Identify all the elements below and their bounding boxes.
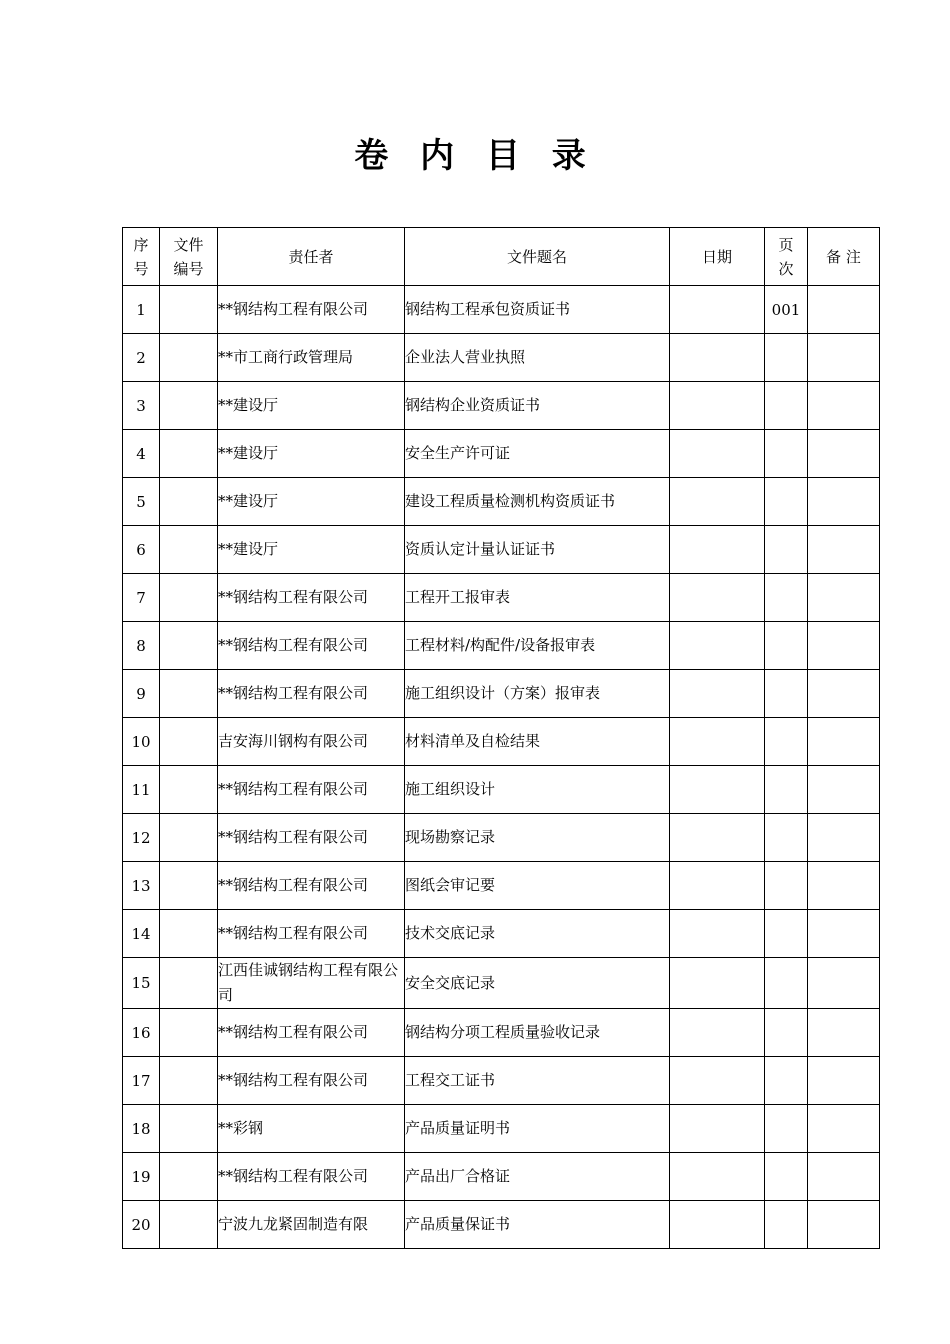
cell-seq: 19 <box>123 1153 160 1201</box>
cell-remarks <box>808 670 880 718</box>
cell-file-no <box>160 1105 218 1153</box>
page-title: 卷 内 目 录 <box>354 136 596 176</box>
cell-responsible: **市工商行政管理局 <box>218 334 405 382</box>
header-file-title: 文件题名 <box>405 228 670 286</box>
cell-responsible: **建设厅 <box>218 478 405 526</box>
cell-file-no <box>160 286 218 334</box>
cell-remarks <box>808 286 880 334</box>
cell-page <box>765 574 808 622</box>
cell-file-no <box>160 574 218 622</box>
table-header-row <box>123 228 880 286</box>
table-row <box>123 910 880 958</box>
header-date: 日期 <box>670 228 765 286</box>
cell-file-title: 产品质量保证书 <box>405 1201 670 1249</box>
header-responsible: 责任者 <box>218 228 405 286</box>
cell-seq: 11 <box>123 766 160 814</box>
cell-responsible: **建设厅 <box>218 526 405 574</box>
cell-file-title: 建设工程质量检测机构资质证书 <box>405 478 670 526</box>
cell-remarks <box>808 526 880 574</box>
cell-date <box>670 958 765 1009</box>
cell-seq: 2 <box>123 334 160 382</box>
cell-file-title: 钢结构分项工程质量验收记录 <box>405 1009 670 1057</box>
cell-file-no <box>160 718 218 766</box>
cell-file-title: 钢结构企业资质证书 <box>405 382 670 430</box>
cell-responsible: **建设厅 <box>218 382 405 430</box>
cell-file-no <box>160 958 218 1009</box>
table-row <box>123 814 880 862</box>
table-row <box>123 1153 880 1201</box>
cell-responsible: **钢结构工程有限公司 <box>218 1153 405 1201</box>
cell-remarks <box>808 1009 880 1057</box>
cell-remarks <box>808 1153 880 1201</box>
cell-responsible: **钢结构工程有限公司 <box>218 622 405 670</box>
cell-file-title: 工程开工报审表 <box>405 574 670 622</box>
cell-file-title: 安全交底记录 <box>405 958 670 1009</box>
cell-responsible: **钢结构工程有限公司 <box>218 814 405 862</box>
cell-page <box>765 862 808 910</box>
cell-date <box>670 622 765 670</box>
cell-seq: 15 <box>123 958 160 1009</box>
table-row <box>123 574 880 622</box>
cell-file-title: 施工组织设计 <box>405 766 670 814</box>
cell-page <box>765 910 808 958</box>
cell-file-title: 施工组织设计（方案）报审表 <box>405 670 670 718</box>
cell-file-no <box>160 1057 218 1105</box>
table-row <box>123 1009 880 1057</box>
cell-file-no <box>160 1201 218 1249</box>
cell-seq: 5 <box>123 478 160 526</box>
cell-seq: 7 <box>123 574 160 622</box>
cell-file-title: 企业法人营业执照 <box>405 334 670 382</box>
table-row <box>123 862 880 910</box>
cell-file-no <box>160 478 218 526</box>
cell-remarks <box>808 958 880 1009</box>
cell-date <box>670 1201 765 1249</box>
cell-file-title: 工程材料/构配件/设备报审表 <box>405 622 670 670</box>
table-row <box>123 334 880 382</box>
cell-page <box>765 718 808 766</box>
cell-seq: 1 <box>123 286 160 334</box>
cell-seq: 13 <box>123 862 160 910</box>
cell-seq: 12 <box>123 814 160 862</box>
table-row <box>123 1201 880 1249</box>
cell-page <box>765 1153 808 1201</box>
cell-seq: 10 <box>123 718 160 766</box>
table-row <box>123 526 880 574</box>
cell-page <box>765 430 808 478</box>
cell-responsible: **钢结构工程有限公司 <box>218 1009 405 1057</box>
cell-seq: 9 <box>123 670 160 718</box>
cell-date <box>670 1057 765 1105</box>
cell-file-title: 图纸会审记要 <box>405 862 670 910</box>
cell-seq: 17 <box>123 1057 160 1105</box>
table-row <box>123 1057 880 1105</box>
cell-file-no <box>160 862 218 910</box>
cell-remarks <box>808 1057 880 1105</box>
cell-file-no <box>160 1009 218 1057</box>
cell-page <box>765 766 808 814</box>
cell-remarks <box>808 718 880 766</box>
cell-seq: 4 <box>123 430 160 478</box>
cell-file-title: 产品出厂合格证 <box>405 1153 670 1201</box>
cell-file-no <box>160 526 218 574</box>
cell-seq: 3 <box>123 382 160 430</box>
cell-file-no <box>160 910 218 958</box>
cell-date <box>670 478 765 526</box>
table-row <box>123 478 880 526</box>
cell-seq: 14 <box>123 910 160 958</box>
cell-file-no <box>160 622 218 670</box>
cell-page <box>765 958 808 1009</box>
cell-page <box>765 334 808 382</box>
cell-date <box>670 910 765 958</box>
cell-remarks <box>808 1105 880 1153</box>
cell-file-title: 资质认定计量认证证书 <box>405 526 670 574</box>
cell-page <box>765 1009 808 1057</box>
table-row <box>123 766 880 814</box>
cell-responsible: **钢结构工程有限公司 <box>218 670 405 718</box>
cell-page <box>765 1201 808 1249</box>
cell-file-no <box>160 382 218 430</box>
cell-file-title: 技术交底记录 <box>405 910 670 958</box>
cell-date <box>670 574 765 622</box>
cell-responsible: **钢结构工程有限公司 <box>218 1057 405 1105</box>
cell-page <box>765 622 808 670</box>
cell-seq: 6 <box>123 526 160 574</box>
cell-seq: 16 <box>123 1009 160 1057</box>
header-remarks: 备 注 <box>808 228 880 286</box>
cell-date <box>670 382 765 430</box>
cell-page <box>765 1057 808 1105</box>
cell-remarks <box>808 814 880 862</box>
cell-date <box>670 862 765 910</box>
cell-responsible: **钢结构工程有限公司 <box>218 574 405 622</box>
cell-file-title: 材料清单及自检结果 <box>405 718 670 766</box>
cell-date <box>670 526 765 574</box>
cell-responsible: 吉安海川钢构有限公司 <box>218 718 405 766</box>
cell-file-no <box>160 430 218 478</box>
cell-page <box>765 382 808 430</box>
table-row <box>123 958 880 1009</box>
cell-date <box>670 430 765 478</box>
cell-file-no <box>160 766 218 814</box>
cell-page <box>765 526 808 574</box>
cell-responsible: **钢结构工程有限公司 <box>218 766 405 814</box>
cell-responsible: **钢结构工程有限公司 <box>218 862 405 910</box>
catalog-table <box>122 227 880 1249</box>
table-body <box>123 286 880 1249</box>
cell-file-no <box>160 814 218 862</box>
cell-date <box>670 718 765 766</box>
cell-date <box>670 670 765 718</box>
cell-date <box>670 814 765 862</box>
table-row <box>123 1105 880 1153</box>
cell-remarks <box>808 478 880 526</box>
cell-file-no <box>160 334 218 382</box>
cell-file-no <box>160 670 218 718</box>
cell-responsible: **建设厅 <box>218 430 405 478</box>
cell-remarks <box>808 622 880 670</box>
table-row <box>123 430 880 478</box>
cell-page: 001 <box>765 286 808 334</box>
header-seq: 序号 <box>123 228 160 286</box>
cell-file-title: 现场勘察记录 <box>405 814 670 862</box>
cell-seq: 20 <box>123 1201 160 1249</box>
cell-remarks <box>808 430 880 478</box>
header-page: 页次 <box>765 228 808 286</box>
cell-file-title: 产品质量证明书 <box>405 1105 670 1153</box>
cell-responsible: **钢结构工程有限公司 <box>218 286 405 334</box>
cell-responsible: **彩钢 <box>218 1105 405 1153</box>
cell-date <box>670 286 765 334</box>
cell-date <box>670 1153 765 1201</box>
cell-file-title: 工程交工证书 <box>405 1057 670 1105</box>
cell-remarks <box>808 862 880 910</box>
cell-file-title: 钢结构工程承包资质证书 <box>405 286 670 334</box>
cell-page <box>765 478 808 526</box>
cell-date <box>670 1105 765 1153</box>
table-row <box>123 382 880 430</box>
cell-remarks <box>808 334 880 382</box>
cell-remarks <box>808 382 880 430</box>
cell-remarks <box>808 766 880 814</box>
table-row <box>123 286 880 334</box>
cell-file-no <box>160 1153 218 1201</box>
cell-page <box>765 670 808 718</box>
cell-file-title: 安全生产许可证 <box>405 430 670 478</box>
cell-page <box>765 1105 808 1153</box>
cell-date <box>670 766 765 814</box>
cell-responsible: 宁波九龙紧固制造有限 <box>218 1201 405 1249</box>
cell-date <box>670 334 765 382</box>
header-file-no: 文件编号 <box>160 228 218 286</box>
cell-page <box>765 814 808 862</box>
cell-date <box>670 1009 765 1057</box>
table-row <box>123 718 880 766</box>
cell-remarks <box>808 574 880 622</box>
cell-responsible: **钢结构工程有限公司 <box>218 910 405 958</box>
cell-responsible: 江西佳诚钢结构工程有限公司 <box>218 958 405 1009</box>
cell-seq: 8 <box>123 622 160 670</box>
table-row <box>123 622 880 670</box>
cell-remarks <box>808 910 880 958</box>
cell-remarks <box>808 1201 880 1249</box>
table-row <box>123 670 880 718</box>
cell-seq: 18 <box>123 1105 160 1153</box>
